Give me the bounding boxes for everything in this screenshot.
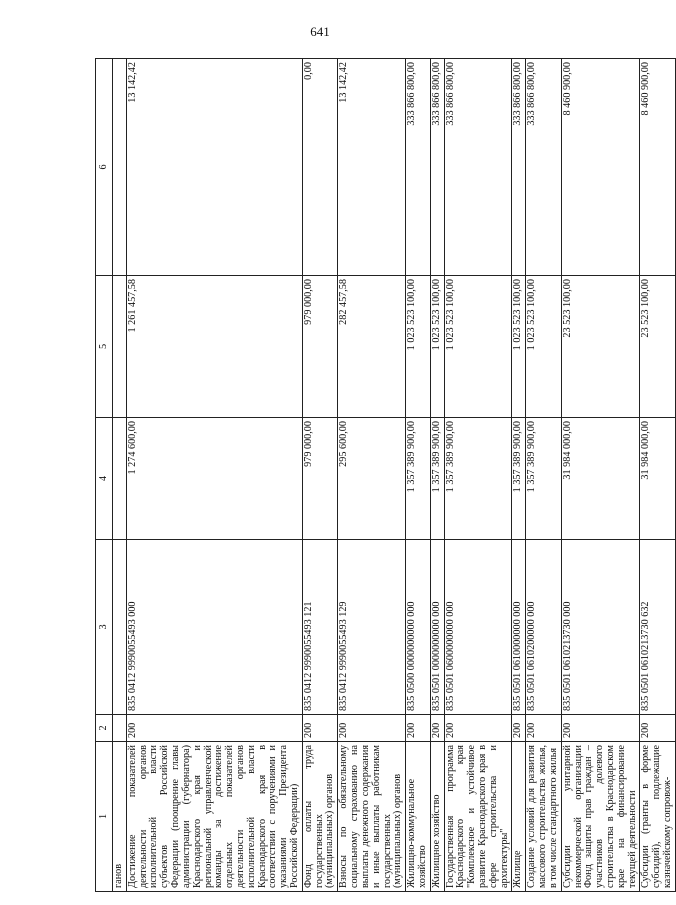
row-value-col4: 1 274 600,00 xyxy=(126,418,302,540)
row-code: 200 xyxy=(338,715,406,742)
row-value-col4: 979 000,00 xyxy=(302,418,337,540)
row-value-col6: 333 866 800,00 xyxy=(512,59,526,276)
row-code: 200 xyxy=(512,715,526,742)
rotated-table-wrapper xyxy=(95,59,673,892)
row-value-col6: 333 866 800,00 xyxy=(406,59,431,276)
budget-table xyxy=(95,58,676,892)
table-body xyxy=(96,59,676,892)
column-number: 3 xyxy=(96,540,113,715)
row-name: Создание условий для развития массового строительства жилья, в том числе стандартного жилья xyxy=(526,742,561,892)
column-number-row xyxy=(96,59,113,892)
row-code: 200 xyxy=(430,715,444,742)
row-value-col4: 1 357 389 900,00 xyxy=(430,418,444,540)
row-name: Жилищное хозяйство xyxy=(430,742,444,892)
row-value-col4: 31 984 000,00 xyxy=(640,418,675,540)
row-code: 200 xyxy=(406,715,431,742)
row-name: Государственная программа Краснодарского края "Комплексное и устойчивое развитие Краснодарского края в сфере строительства и архитектуры" xyxy=(444,742,512,892)
row-kbk: 835 0501 0610213730 000 xyxy=(561,540,640,715)
page-number: 641 xyxy=(310,24,330,39)
row-name: Субсидии унитарной некоммерческой организации Фонд защиты прав граждан – участников долевого строительства в Краснодарском крае на финансирование текущей деятельности xyxy=(561,742,640,892)
row-value-col6: 333 866 800,00 xyxy=(526,59,561,276)
table-row xyxy=(640,59,675,892)
row-code: 200 xyxy=(126,715,302,742)
row-name: Жилище xyxy=(512,742,526,892)
row-code: 200 xyxy=(444,715,512,742)
row-value-col5: 979 000,00 xyxy=(302,276,337,418)
row-value-col5: 1 023 523 100,00 xyxy=(444,276,512,418)
row-code: 200 xyxy=(302,715,337,742)
table-row xyxy=(406,59,431,892)
row-value-col4: 1 357 389 900,00 xyxy=(406,418,431,540)
row-kbk: 835 0501 0600000000 000 xyxy=(444,540,512,715)
row-kbk: 835 0412 9990055493 000 xyxy=(126,540,302,715)
row-name: Взносы по обязательному социальному страхованию на выплаты денежного содержания и иные выплаты работникам государственных (муниципальных) органов xyxy=(338,742,406,892)
table-row xyxy=(512,59,526,892)
table-row xyxy=(113,59,127,892)
row-value-col4: 1 357 389 900,00 xyxy=(526,418,561,540)
row-name: Субсидии (гранты в форме субсидий), подлежащие казначейскому сопровож- xyxy=(640,742,675,892)
row-value-col5: 1 023 523 100,00 xyxy=(430,276,444,418)
row-value-col6 xyxy=(113,59,127,276)
row-value-col4: 31 984 000,00 xyxy=(561,418,640,540)
row-kbk: 835 0500 0000000000 000 xyxy=(406,540,431,715)
row-kbk xyxy=(113,540,127,715)
row-value-col5: 282 457,58 xyxy=(338,276,406,418)
table-row xyxy=(338,59,406,892)
column-number: 4 xyxy=(96,418,113,540)
row-value-col5: 1 023 523 100,00 xyxy=(526,276,561,418)
table-row xyxy=(430,59,444,892)
row-kbk: 835 0412 9990055493 129 xyxy=(338,540,406,715)
column-number: 1 xyxy=(96,742,113,892)
row-code: 200 xyxy=(640,715,675,742)
row-value-col6: 8 460 900,00 xyxy=(640,59,675,276)
row-value-col6: 13 142,42 xyxy=(338,59,406,276)
row-value-col4: 1 357 389 900,00 xyxy=(512,418,526,540)
row-code: 200 xyxy=(526,715,561,742)
table-row xyxy=(126,59,302,892)
table-row xyxy=(561,59,640,892)
column-number: 6 xyxy=(96,59,113,276)
table-row xyxy=(526,59,561,892)
row-value-col6: 333 866 800,00 xyxy=(444,59,512,276)
row-kbk: 835 0501 0000000000 000 xyxy=(430,540,444,715)
row-value-col5: 1 023 523 100,00 xyxy=(512,276,526,418)
row-value-col6: 333 866 800,00 xyxy=(430,59,444,276)
column-number: 2 xyxy=(96,715,113,742)
row-name: Жилищно-коммунальное хозяйство xyxy=(406,742,431,892)
row-name: ганов xyxy=(113,742,127,892)
row-value-col6: 0,00 xyxy=(302,59,337,276)
row-value-col5: 23 523 100,00 xyxy=(640,276,675,418)
table-row xyxy=(302,59,337,892)
table-row xyxy=(444,59,512,892)
row-kbk: 835 0501 0610000000 000 xyxy=(512,540,526,715)
row-code: 200 xyxy=(561,715,640,742)
row-kbk: 835 0501 0610200000 000 xyxy=(526,540,561,715)
row-kbk: 835 0501 0610213730 632 xyxy=(640,540,675,715)
row-value-col4 xyxy=(113,418,127,540)
row-name: Фонд оплаты труда государственных (муниципальных) органов xyxy=(302,742,337,892)
row-value-col5 xyxy=(113,276,127,418)
row-value-col4: 1 357 389 900,00 xyxy=(444,418,512,540)
row-kbk: 835 0412 9990055493 121 xyxy=(302,540,337,715)
row-value-col5: 1 023 523 100,00 xyxy=(406,276,431,418)
row-value-col5: 23 523 100,00 xyxy=(561,276,640,418)
column-number: 5 xyxy=(96,276,113,418)
row-name: Достижение показателей деятельности органов исполнительной власти субъектов Российской Федерации (поощрение главы администрации (губернатора) Краснодарского края и региональной управленческой команды за достижение отдельных показателей деятельности органов исполнительной власти Краснодарского края в соответствии с поручениями и указаниями Президента Российской Федерации) xyxy=(126,742,302,892)
row-code xyxy=(113,715,127,742)
row-value-col4: 295 600,00 xyxy=(338,418,406,540)
row-value-col6: 13 142,42 xyxy=(126,59,302,276)
row-value-col6: 8 460 900,00 xyxy=(561,59,640,276)
row-value-col5: 1 261 457,58 xyxy=(126,276,302,418)
